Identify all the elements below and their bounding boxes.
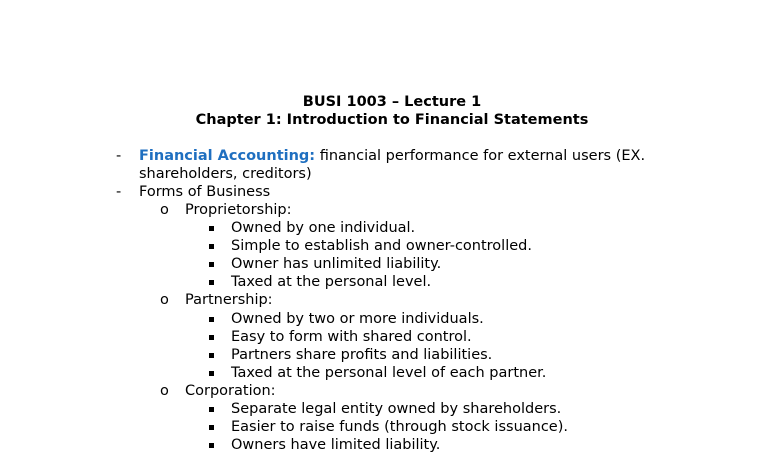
definition-continuation: shareholders, creditors) xyxy=(139,166,312,182)
proprietorship-label: Proprietorship: xyxy=(185,202,292,218)
detail-text: Taxed at the personal level of each partner. xyxy=(231,365,547,381)
square-bullet-icon xyxy=(209,226,214,231)
square-bullet-icon xyxy=(209,371,214,376)
circle-marker: o xyxy=(160,383,169,399)
square-bullet-icon xyxy=(209,353,214,358)
square-bullet-icon xyxy=(209,262,214,267)
circle-marker: o xyxy=(160,202,169,218)
detail-text: Partners share profits and liabilities. xyxy=(231,347,493,363)
detail-text: Separate legal entity owned by shareholders. xyxy=(231,401,562,417)
square-bullet-icon xyxy=(209,425,214,430)
square-bullet-icon xyxy=(209,335,214,340)
chapter-title: Chapter 1: Introduction to Financial Statements xyxy=(195,112,589,128)
forms-of-business-label: Forms of Business xyxy=(139,184,271,200)
square-bullet-icon xyxy=(209,443,214,448)
detail-text: Taxed at the personal level. xyxy=(231,274,432,290)
square-bullet-icon xyxy=(209,407,214,412)
square-bullet-icon xyxy=(209,317,214,322)
dash-marker: - xyxy=(116,148,122,164)
square-bullet-icon xyxy=(209,280,214,285)
detail-text: Owned by two or more individuals. xyxy=(231,311,484,327)
circle-marker: o xyxy=(160,292,169,308)
detail-text: Owned by one individual. xyxy=(231,220,416,236)
square-bullet-icon xyxy=(209,244,214,249)
detail-text: Easier to raise funds (through stock issuance). xyxy=(231,419,568,435)
detail-text: Owner has unlimited liability. xyxy=(231,256,442,272)
detail-text: Easy to form with shared control. xyxy=(231,329,472,345)
term-financial-accounting: Financial Accounting: xyxy=(139,148,316,164)
detail-text: Simple to establish and owner-controlled. xyxy=(231,238,532,254)
corporation-label: Corporation: xyxy=(185,383,276,399)
definition-line xyxy=(139,147,645,165)
course-title: BUSI 1003 – Lecture 1 xyxy=(302,94,482,110)
term-definition: financial performance for external users (EX. xyxy=(315,148,646,164)
partnership-label: Partnership: xyxy=(185,292,273,308)
detail-text: Owners have limited liability. xyxy=(231,437,441,453)
dash-marker: - xyxy=(116,184,122,200)
